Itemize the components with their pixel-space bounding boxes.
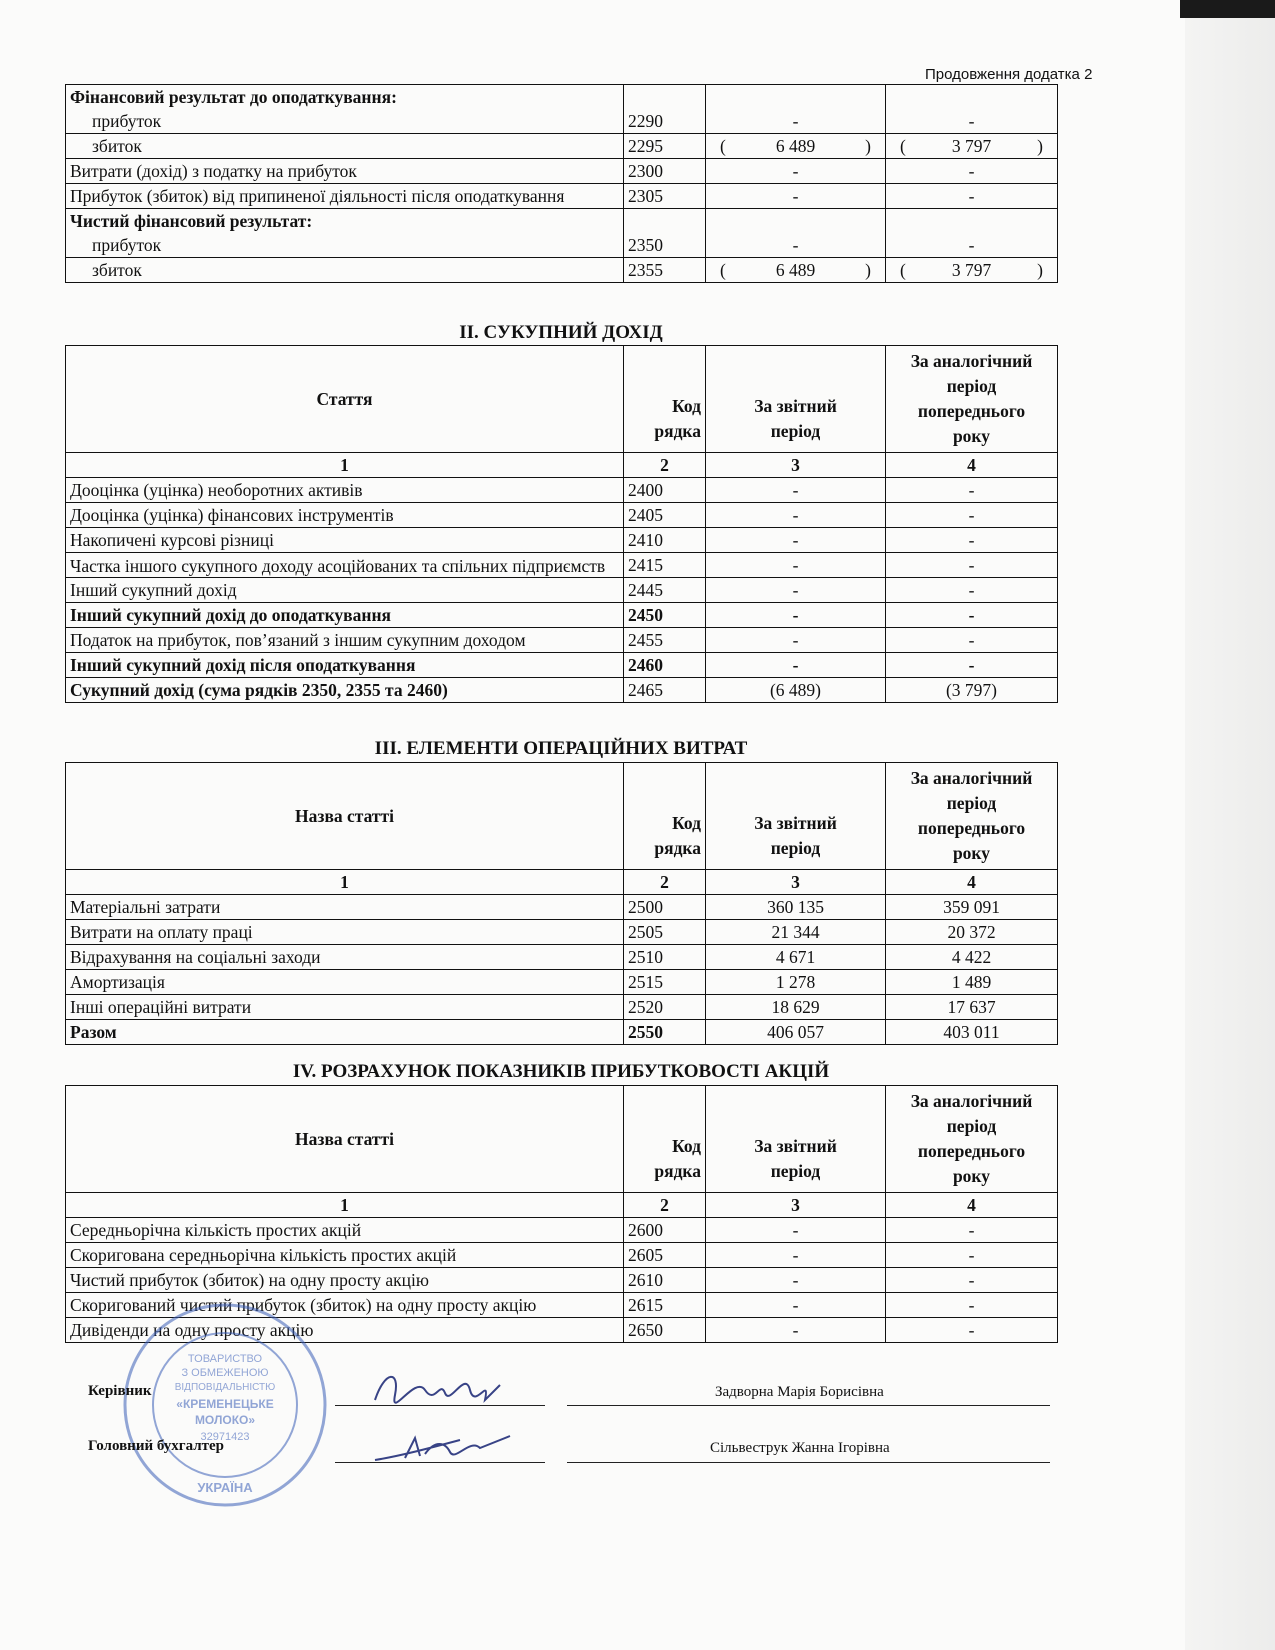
previous-period-value: 403 011: [886, 1020, 1058, 1045]
group-heading: Чистий фінансовий результат:: [70, 211, 313, 231]
svg-text:МОЛОКО»: МОЛОКО»: [194, 1413, 256, 1427]
table-row: [66, 528, 1058, 553]
header-row: [66, 763, 1058, 870]
column-header: За звітний період: [706, 346, 886, 453]
value: 3 797: [951, 136, 992, 156]
row-code: 2605: [624, 1243, 706, 1268]
current-period-value: -: [706, 503, 886, 528]
current-period-value: 360 135: [706, 895, 886, 920]
row-code: 2445: [624, 578, 706, 603]
group-heading: Фінансовий результат до оподаткування:: [70, 87, 397, 107]
row-code: 2455: [624, 628, 706, 653]
column-number: 1: [66, 870, 624, 895]
previous-period-value: -: [886, 184, 1058, 209]
current-period-value: ( 6 489 ): [706, 258, 886, 283]
current-period-value: (6 489): [706, 678, 886, 703]
table-row: [66, 258, 1058, 283]
table-row: [66, 920, 1058, 945]
svg-text:УКРАЇНА: УКРАЇНА: [197, 1480, 253, 1495]
current-period-value: -: [706, 1243, 886, 1268]
previous-period-value: -: [886, 159, 1058, 184]
row-code: 2520: [624, 995, 706, 1020]
column-number: 3: [706, 1193, 886, 1218]
row-code: 2400: [624, 478, 706, 503]
row-label: [66, 159, 624, 184]
current-period-value: -: [706, 653, 886, 678]
column-number: 2: [624, 453, 706, 478]
table-row: [66, 995, 1058, 1020]
current-period-value: 21 344: [706, 920, 886, 945]
column-number: 2: [624, 870, 706, 895]
previous-period-value: -: [886, 578, 1058, 603]
chief-accountant-label: Головний бухгалтер: [88, 1438, 225, 1454]
row-label: Сукупний дохід (сума рядків 2350, 2355 та 2460): [66, 678, 624, 703]
table-row: [66, 184, 1058, 209]
column-number: 4: [886, 1193, 1058, 1218]
table-row: [66, 1243, 1058, 1268]
row-label: Разом: [66, 1020, 624, 1045]
row-label: Дооцінка (уцінка) необоротних активів: [66, 478, 624, 503]
row-code: 2515: [624, 970, 706, 995]
value: 6 489: [775, 136, 816, 156]
comprehensive-income-table: [65, 345, 1058, 703]
table-row: [66, 603, 1058, 628]
row-code: 2405: [624, 503, 706, 528]
column-header: За аналогічний період попереднього року: [886, 763, 1058, 870]
table-row: [66, 895, 1058, 920]
row-label-text: Прибуток (збиток) від припиненої діяльності після оподаткування: [70, 186, 565, 206]
financial-result-table: [65, 84, 1058, 283]
continuation-note: Продовження додатка 2: [925, 66, 1093, 83]
row-code: 2350: [624, 209, 706, 258]
row-code: 2305: [624, 184, 706, 209]
header-row: [66, 346, 1058, 453]
section-4-title: IV. РОЗРАХУНОК ПОКАЗНИКІВ ПРИБУТКОВОСТІ АКЦІЙ: [292, 1061, 830, 1082]
row-label: [66, 209, 624, 258]
table-row: [66, 578, 1058, 603]
row-label: Чистий прибуток (збиток) на одну просту акцію: [66, 1268, 624, 1293]
row-code: 2410: [624, 528, 706, 553]
previous-period-value: 1 489: [886, 970, 1058, 995]
row-label: Скоригований чистий прибуток (збиток) на одну просту акцію: [66, 1293, 624, 1318]
svg-text:З ОБМЕЖЕНОЮ: З ОБМЕЖЕНОЮ: [181, 1367, 269, 1379]
current-period-value: -: [706, 578, 886, 603]
column-header: Стаття: [66, 346, 624, 453]
header-row: [66, 1086, 1058, 1193]
current-period-value: -: [706, 1268, 886, 1293]
row-label: Дивіденди на одну просту акцію: [66, 1318, 624, 1343]
table-row: [66, 209, 1058, 258]
table-row: [66, 945, 1058, 970]
column-header: Назва статті: [66, 1086, 624, 1193]
row-label: [66, 134, 624, 159]
svg-text:ТОВАРИСТВО: ТОВАРИСТВО: [187, 1353, 263, 1365]
current-period-value: 406 057: [706, 1020, 886, 1045]
row-code: 2500: [624, 895, 706, 920]
column-header: За звітний період: [706, 763, 886, 870]
row-label: Дооцінка (уцінка) фінансових інструментів: [66, 503, 624, 528]
previous-period-value: -: [886, 1243, 1058, 1268]
column-header: Код рядка: [624, 1086, 706, 1193]
previous-period-value: -: [886, 85, 1058, 134]
row-label: Середньорічна кількість простих акцій: [66, 1218, 624, 1243]
row-code: 2505: [624, 920, 706, 945]
column-number: 1: [66, 453, 624, 478]
row-code: 2355: [624, 258, 706, 283]
column-number: 4: [886, 453, 1058, 478]
row-code: 2295: [624, 134, 706, 159]
row-code: 2450: [624, 603, 706, 628]
table-row: [66, 134, 1058, 159]
table-row: [66, 503, 1058, 528]
table-row: [66, 159, 1058, 184]
row-code: 2600: [624, 1218, 706, 1243]
svg-text:«КРЕМЕНЕЦЬКЕ: «КРЕМЕНЕЦЬКЕ: [176, 1397, 274, 1411]
column-number-row: [66, 1193, 1058, 1218]
column-number: 3: [706, 453, 886, 478]
current-period-value: 4 671: [706, 945, 886, 970]
previous-period-value: 359 091: [886, 895, 1058, 920]
row-label: Скоригована середньорічна кількість простих акцій: [66, 1243, 624, 1268]
row-label-text: збиток: [92, 136, 142, 156]
table-row: [66, 553, 1058, 578]
previous-period-value: -: [886, 603, 1058, 628]
previous-period-value: -: [886, 209, 1058, 258]
column-header: Назва статті: [66, 763, 624, 870]
row-label: Матеріальні затрати: [66, 895, 624, 920]
previous-period-value: 4 422: [886, 945, 1058, 970]
table-row: [66, 653, 1058, 678]
row-code: 2550: [624, 1020, 706, 1045]
svg-text:ВІДПОВІДАЛЬНІСТЮ: ВІДПОВІДАЛЬНІСТЮ: [174, 1382, 276, 1393]
accountant-name-line: [567, 1462, 1050, 1463]
current-period-value: -: [706, 1318, 886, 1343]
current-period-value: 1 278: [706, 970, 886, 995]
column-number: 4: [886, 870, 1058, 895]
row-label: [66, 85, 624, 134]
current-period-value: -: [706, 528, 886, 553]
row-label: Витрати на оплату праці: [66, 920, 624, 945]
previous-period-value: 17 637: [886, 995, 1058, 1020]
previous-period-value: ( 3 797 ): [886, 258, 1058, 283]
previous-period-value: 20 372: [886, 920, 1058, 945]
current-period-value: -: [706, 159, 886, 184]
director-label: Керівник: [88, 1383, 152, 1399]
section-2-title: II. СУКУПНИЙ ДОХІД: [459, 322, 663, 343]
row-label: [66, 184, 624, 209]
scan-edge-mark: [1180, 0, 1275, 18]
row-code: 2460: [624, 653, 706, 678]
table-row: [66, 970, 1058, 995]
current-period-value: -: [706, 603, 886, 628]
table-row: [66, 478, 1058, 503]
current-period-value: -: [706, 553, 886, 578]
previous-period-value: -: [886, 1318, 1058, 1343]
current-period-value: -: [706, 184, 886, 209]
row-label-text: збиток: [92, 260, 142, 280]
previous-period-value: -: [886, 503, 1058, 528]
column-header: Код рядка: [624, 763, 706, 870]
current-period-value: -: [706, 85, 886, 134]
previous-period-value: (3 797): [886, 678, 1058, 703]
row-code: 2650: [624, 1318, 706, 1343]
value: 6 489: [775, 260, 816, 280]
row-label: Відрахування на соціальні заходи: [66, 945, 624, 970]
row-label: Інший сукупний дохід після оподаткування: [66, 653, 624, 678]
row-label: Частка іншого сукупного доходу асоційованих та спільних підприємств: [66, 553, 624, 578]
column-header: За аналогічний період попереднього року: [886, 346, 1058, 453]
previous-period-value: -: [886, 478, 1058, 503]
table-row: [66, 1020, 1058, 1045]
row-code: 2300: [624, 159, 706, 184]
row-label-text: Витрати (дохід) з податку на прибуток: [70, 161, 357, 181]
operating-expenses-table: [65, 762, 1058, 1045]
previous-period-value: -: [886, 1293, 1058, 1318]
director-name: Задворна Марія Борисівна: [715, 1384, 884, 1400]
director-signature: [370, 1365, 510, 1415]
current-period-value: -: [706, 628, 886, 653]
row-code: 2465: [624, 678, 706, 703]
row-label: Податок на прибуток, пов’язаний з іншим сукупним доходом: [66, 628, 624, 653]
row-code: 2615: [624, 1293, 706, 1318]
table-row: [66, 628, 1058, 653]
row-label: [66, 258, 624, 283]
column-number-row: [66, 870, 1058, 895]
scan-edge: [1185, 0, 1275, 1650]
value: 3 797: [951, 260, 992, 280]
row-code: 2415: [624, 553, 706, 578]
table-row: [66, 678, 1058, 703]
previous-period-value: -: [886, 1218, 1058, 1243]
table-row: [66, 85, 1058, 134]
row-label: Амортизація: [66, 970, 624, 995]
previous-period-value: -: [886, 653, 1058, 678]
previous-period-value: -: [886, 628, 1058, 653]
svg-text:32971423: 32971423: [200, 1431, 250, 1443]
row-code: 2510: [624, 945, 706, 970]
previous-period-value: -: [886, 553, 1058, 578]
chief-accountant-name: Сільвеструк Жанна Ігорівна: [710, 1440, 890, 1456]
row-sublabel: прибуток: [92, 235, 162, 255]
column-number: 1: [66, 1193, 624, 1218]
current-period-value: -: [706, 1293, 886, 1318]
row-label: Інші операційні витрати: [66, 995, 624, 1020]
column-header: Код рядка: [624, 346, 706, 453]
current-period-value: 18 629: [706, 995, 886, 1020]
accountant-signature: [370, 1428, 520, 1468]
column-number: 3: [706, 870, 886, 895]
row-code: 2290: [624, 85, 706, 134]
current-period-value: -: [706, 209, 886, 258]
section-3-title: III. ЕЛЕМЕНТИ ОПЕРАЦІЙНИХ ВИТРАТ: [374, 738, 748, 759]
company-stamp: [120, 1300, 330, 1510]
column-header: За звітний період: [706, 1086, 886, 1193]
row-label: Накопичені курсові різниці: [66, 528, 624, 553]
current-period-value: -: [706, 478, 886, 503]
row-sublabel: прибуток: [92, 111, 162, 131]
column-number-row: [66, 453, 1058, 478]
row-label: Інший сукупний дохід: [66, 578, 624, 603]
current-period-value: ( 6 489 ): [706, 134, 886, 159]
table-row: [66, 1268, 1058, 1293]
row-label: Інший сукупний дохід до оподаткування: [66, 603, 624, 628]
previous-period-value: -: [886, 1268, 1058, 1293]
current-period-value: -: [706, 1218, 886, 1243]
previous-period-value: ( 3 797 ): [886, 134, 1058, 159]
column-header: За аналогічний період попереднього року: [886, 1086, 1058, 1193]
previous-period-value: -: [886, 528, 1058, 553]
table-row: [66, 1218, 1058, 1243]
director-name-line: [567, 1405, 1050, 1406]
column-number: 2: [624, 1193, 706, 1218]
row-code: 2610: [624, 1268, 706, 1293]
